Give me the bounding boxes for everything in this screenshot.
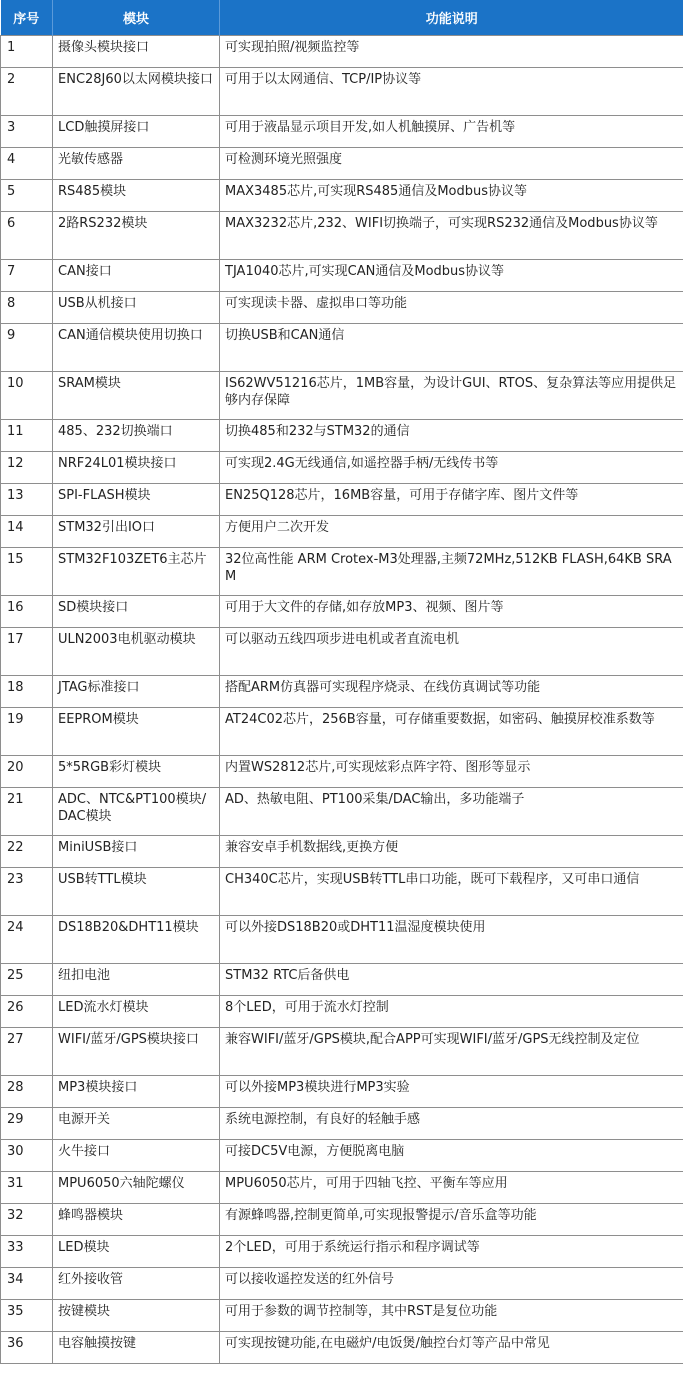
row-index-cell: 11 xyxy=(1,420,53,452)
row-index-cell: 21 xyxy=(1,788,53,836)
table-row xyxy=(1,596,683,628)
row-function-cell: 可实现拍照/视频监控等 xyxy=(220,36,683,68)
row-index-cell: 5 xyxy=(1,180,53,212)
row-function-cell: 可以外接DS18B20或DHT11温湿度模块使用 xyxy=(220,916,683,964)
row-function-cell: 可实现2.4G无线通信,如遥控器手柄/无线传书等 xyxy=(220,452,683,484)
header-function: 功能说明 xyxy=(220,0,683,36)
row-module-cell: SPI-FLASH模块 xyxy=(53,484,220,516)
header-module: 模块 xyxy=(53,0,220,36)
row-function-cell: 8个LED，可用于流水灯控制 xyxy=(220,996,683,1028)
table-row xyxy=(1,1028,683,1076)
table-row xyxy=(1,676,683,708)
row-module-cell: 电源开关 xyxy=(53,1108,220,1140)
table-row xyxy=(1,836,683,868)
row-module-cell: 5*5RGB彩灯模块 xyxy=(53,756,220,788)
row-index-cell: 31 xyxy=(1,1172,53,1204)
table-row xyxy=(1,324,683,372)
table-row xyxy=(1,116,683,148)
table-row xyxy=(1,788,683,836)
row-module-cell: SD模块接口 xyxy=(53,596,220,628)
row-module-cell: NRF24L01模块接口 xyxy=(53,452,220,484)
row-index-cell: 22 xyxy=(1,836,53,868)
row-module-cell: MiniUSB接口 xyxy=(53,836,220,868)
row-module-cell: EEPROM模块 xyxy=(53,708,220,756)
table-row xyxy=(1,1332,683,1364)
row-index-cell: 29 xyxy=(1,1108,53,1140)
row-index-cell: 9 xyxy=(1,324,53,372)
row-function-cell: 可实现读卡器、虚拟串口等功能 xyxy=(220,292,683,324)
table-row xyxy=(1,1204,683,1236)
row-function-cell: 方便用户二次开发 xyxy=(220,516,683,548)
table-row xyxy=(1,484,683,516)
row-module-cell: 2路RS232模块 xyxy=(53,212,220,260)
row-module-cell: LED模块 xyxy=(53,1236,220,1268)
row-module-cell: STM32引出IO口 xyxy=(53,516,220,548)
table-body xyxy=(1,36,683,1364)
row-function-cell: IS62WV51216芯片，1MB容量，为设计GUI、RTOS、复杂算法等应用提供足够内存保障 xyxy=(220,372,683,420)
row-function-cell: MPU6050芯片，可用于四轴飞控、平衡车等应用 xyxy=(220,1172,683,1204)
row-module-cell: ADC、NTC&PT100模块/DAC模块 xyxy=(53,788,220,836)
table-row xyxy=(1,420,683,452)
table-row xyxy=(1,996,683,1028)
row-module-cell: MP3模块接口 xyxy=(53,1076,220,1108)
row-module-cell: WIFI/蓝牙/GPS模块接口 xyxy=(53,1028,220,1076)
row-module-cell: MPU6050六轴陀螺仪 xyxy=(53,1172,220,1204)
row-module-cell: ULN2003电机驱动模块 xyxy=(53,628,220,676)
row-index-cell: 28 xyxy=(1,1076,53,1108)
row-index-cell: 25 xyxy=(1,964,53,996)
table-row xyxy=(1,292,683,324)
row-module-cell: 摄像头模块接口 xyxy=(53,36,220,68)
table-row xyxy=(1,628,683,676)
row-index-cell: 33 xyxy=(1,1236,53,1268)
row-index-cell: 13 xyxy=(1,484,53,516)
row-module-cell: STM32F103ZET6主芯片 xyxy=(53,548,220,596)
row-function-cell: 2个LED，可用于系统运行指示和程序调试等 xyxy=(220,1236,683,1268)
row-index-cell: 8 xyxy=(1,292,53,324)
table-row xyxy=(1,868,683,916)
row-index-cell: 19 xyxy=(1,708,53,756)
row-function-cell: 可用于以太网通信、TCP/IP协议等 xyxy=(220,68,683,116)
header-index: 序号 xyxy=(1,0,53,36)
row-index-cell: 36 xyxy=(1,1332,53,1364)
table-row xyxy=(1,916,683,964)
row-index-cell: 10 xyxy=(1,372,53,420)
row-module-cell: 按键模块 xyxy=(53,1300,220,1332)
row-module-cell: RS485模块 xyxy=(53,180,220,212)
row-index-cell: 15 xyxy=(1,548,53,596)
row-function-cell: 切换485和232与STM32的通信 xyxy=(220,420,683,452)
row-function-cell: 内置WS2812芯片,可实现炫彩点阵字符、图形等显示 xyxy=(220,756,683,788)
row-index-cell: 32 xyxy=(1,1204,53,1236)
table-row xyxy=(1,708,683,756)
row-index-cell: 26 xyxy=(1,996,53,1028)
row-function-cell: 可实现按键功能,在电磁炉/电饭煲/触控台灯等产品中常见 xyxy=(220,1332,683,1364)
row-function-cell: 兼容WIFI/蓝牙/GPS模块,配合APP可实现WIFI/蓝牙/GPS无线控制及定位 xyxy=(220,1028,683,1076)
row-index-cell: 2 xyxy=(1,68,53,116)
row-index-cell: 24 xyxy=(1,916,53,964)
row-function-cell: 可接DC5V电源，方便脱离电脑 xyxy=(220,1140,683,1172)
table-row xyxy=(1,1172,683,1204)
row-index-cell: 1 xyxy=(1,36,53,68)
table-row xyxy=(1,1076,683,1108)
table-row xyxy=(1,1300,683,1332)
row-index-cell: 3 xyxy=(1,116,53,148)
row-function-cell: AT24C02芯片，256B容量，可存储重要数据，如密码、触摸屏校准系数等 xyxy=(220,708,683,756)
row-index-cell: 34 xyxy=(1,1268,53,1300)
row-module-cell: 电容触摸按键 xyxy=(53,1332,220,1364)
table-row xyxy=(1,548,683,596)
table-header xyxy=(1,0,683,36)
table-row xyxy=(1,1140,683,1172)
row-function-cell: 可以接收遥控发送的红外信号 xyxy=(220,1268,683,1300)
table-row xyxy=(1,180,683,212)
row-index-cell: 17 xyxy=(1,628,53,676)
row-function-cell: 32位高性能 ARM Crotex-M3处理器,主频72MHz,512KB FLASH,64KB SRAM xyxy=(220,548,683,596)
table-row xyxy=(1,68,683,116)
row-function-cell: 可用于液晶显示项目开发,如人机触摸屏、广告机等 xyxy=(220,116,683,148)
table-row xyxy=(1,964,683,996)
table-row xyxy=(1,1236,683,1268)
row-function-cell: 可用于大文件的存储,如存放MP3、视频、图片等 xyxy=(220,596,683,628)
table-row xyxy=(1,1108,683,1140)
row-function-cell: 可以外接MP3模块进行MP3实验 xyxy=(220,1076,683,1108)
row-index-cell: 16 xyxy=(1,596,53,628)
table-row xyxy=(1,372,683,420)
row-index-cell: 20 xyxy=(1,756,53,788)
row-index-cell: 4 xyxy=(1,148,53,180)
table-row xyxy=(1,260,683,292)
table-row xyxy=(1,148,683,180)
table-row xyxy=(1,36,683,68)
row-function-cell: MAX3232芯片,232、WIFI切换端子，可实现RS232通信及Modbus协议等 xyxy=(220,212,683,260)
row-function-cell: 可检测环境光照强度 xyxy=(220,148,683,180)
row-index-cell: 35 xyxy=(1,1300,53,1332)
row-module-cell: CAN通信模块使用切换口 xyxy=(53,324,220,372)
table-row xyxy=(1,516,683,548)
row-module-cell: LCD触摸屏接口 xyxy=(53,116,220,148)
row-module-cell: 红外接收管 xyxy=(53,1268,220,1300)
row-module-cell: 火牛接口 xyxy=(53,1140,220,1172)
row-index-cell: 6 xyxy=(1,212,53,260)
row-function-cell: 兼容安卓手机数据线,更换方便 xyxy=(220,836,683,868)
row-module-cell: USB从机接口 xyxy=(53,292,220,324)
row-module-cell: DS18B20&DHT11模块 xyxy=(53,916,220,964)
row-index-cell: 12 xyxy=(1,452,53,484)
row-function-cell: CH340C芯片，实现USB转TTL串口功能，既可下载程序，又可串口通信 xyxy=(220,868,683,916)
row-index-cell: 7 xyxy=(1,260,53,292)
row-function-cell: 搭配ARM仿真器可实现程序烧录、在线仿真调试等功能 xyxy=(220,676,683,708)
row-module-cell: 蜂鸣器模块 xyxy=(53,1204,220,1236)
row-function-cell: 系统电源控制，有良好的轻触手感 xyxy=(220,1108,683,1140)
row-module-cell: ENC28J60以太网模块接口 xyxy=(53,68,220,116)
row-index-cell: 23 xyxy=(1,868,53,916)
row-function-cell: TJA1040芯片,可实现CAN通信及Modbus协议等 xyxy=(220,260,683,292)
table-row xyxy=(1,212,683,260)
row-module-cell: 光敏传感器 xyxy=(53,148,220,180)
row-index-cell: 30 xyxy=(1,1140,53,1172)
row-index-cell: 27 xyxy=(1,1028,53,1076)
row-module-cell: LED流水灯模块 xyxy=(53,996,220,1028)
table-row xyxy=(1,1268,683,1300)
row-function-cell: AD、热敏电阻、PT100采集/DAC输出，多功能端子 xyxy=(220,788,683,836)
row-module-cell: USB转TTL模块 xyxy=(53,868,220,916)
table-row xyxy=(1,452,683,484)
row-index-cell: 14 xyxy=(1,516,53,548)
row-function-cell: 有源蜂鸣器,控制更简单,可实现报警提示/音乐盒等功能 xyxy=(220,1204,683,1236)
row-module-cell: 纽扣电池 xyxy=(53,964,220,996)
row-index-cell: 18 xyxy=(1,676,53,708)
row-module-cell: JTAG标准接口 xyxy=(53,676,220,708)
row-module-cell: 485、232切换端口 xyxy=(53,420,220,452)
row-module-cell: CAN接口 xyxy=(53,260,220,292)
row-function-cell: 可以驱动五线四项步进电机或者直流电机 xyxy=(220,628,683,676)
row-function-cell: 切换USB和CAN通信 xyxy=(220,324,683,372)
row-module-cell: SRAM模块 xyxy=(53,372,220,420)
row-function-cell: EN25Q128芯片，16MB容量，可用于存储字库、图片文件等 xyxy=(220,484,683,516)
row-function-cell: 可用于参数的调节控制等，其中RST是复位功能 xyxy=(220,1300,683,1332)
row-function-cell: MAX3485芯片,可实现RS485通信及Modbus协议等 xyxy=(220,180,683,212)
table-row xyxy=(1,756,683,788)
row-function-cell: STM32 RTC后备供电 xyxy=(220,964,683,996)
